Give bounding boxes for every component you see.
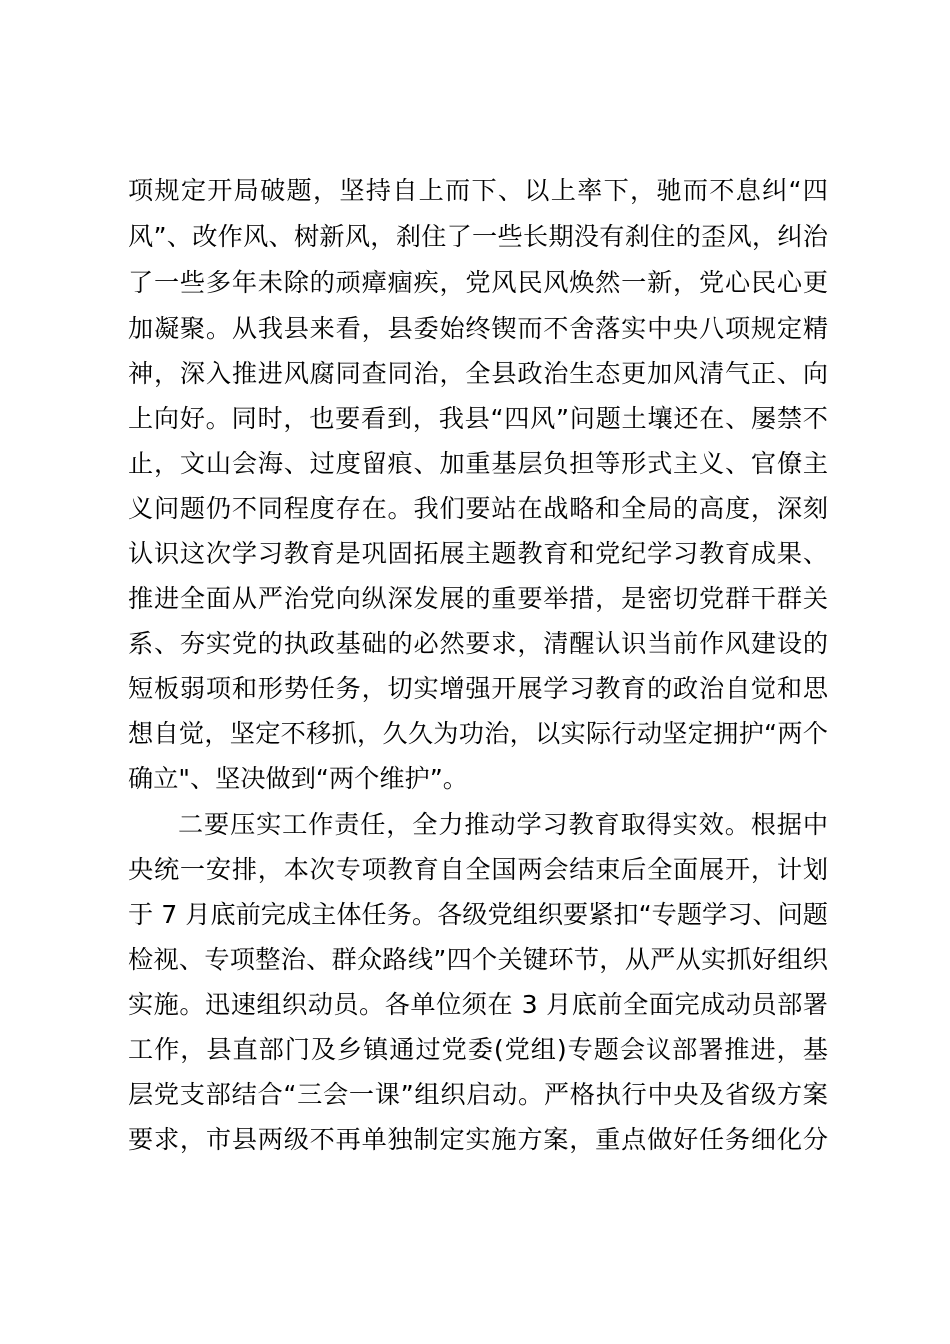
paragraph-2-line-1: 二要压实工作责任，全力推动学习教育取得实效。根据中: [178, 810, 828, 839]
paragraph-1-line-8: 义问题仍不同程度存在。我们要站在战略和全局的高度，深刻: [128, 494, 828, 523]
paragraph-1-line-6: 上向好。同时，也要看到，我县“四风”问题土壤还在、屡禁不: [128, 404, 828, 433]
paragraph-1-line-11: 系、夯实党的执政基础的必然要求，清醒认识当前作风建设的: [128, 629, 828, 658]
paragraph-1-line-3: 了一些多年未除的顽瘴痼疾，党风民风焕然一新，党心民心更: [128, 268, 828, 297]
paragraph-2-line-7: 层党支部结合“三会一课”组织启动。严格执行中央及省级方案: [128, 1080, 828, 1109]
paragraph-1-line-4: 加凝聚。从我县来看，县委始终锲而不舍落实中央八项规定精: [128, 314, 828, 343]
paragraph-1-line-1: 项规定开局破题，坚持自上而下、以上率下，驰而不息纠“四: [128, 176, 828, 205]
paragraph-1-line-13: 想自觉，坚定不移抓，久久为功治，以实际行动坚定拥护“两个: [128, 719, 828, 748]
paragraph-1-line-2: 风”、改作风、树新风，刹住了一些长期没有刹住的歪风，纠治: [128, 222, 828, 251]
paragraph-1-line-12: 短板弱项和形势任务，切实增强开展学习教育的政治自觉和思: [128, 674, 828, 703]
paragraph-1-line-7: 止，文山会海、过度留痕、加重基层负担等形式主义、官僚主: [128, 449, 828, 478]
paragraph-2-line-2: 央统一安排，本次专项教育自全国两会结束后全面展开，计划: [128, 855, 828, 884]
paragraph-2-line-4: 检视、专项整治、群众路线”四个关键环节，从严从实抓好组织: [128, 945, 828, 974]
paragraph-1-line-5: 神，深入推进风腐同查同治，全县政治生态更加风清气正、向: [128, 359, 828, 388]
paragraph-2-line-8: 要求，市县两级不再单独制定实施方案，重点做好任务细化分: [128, 1125, 828, 1154]
paragraph-1-line-14: 确立"、坚决做到“两个维护”。: [128, 764, 468, 793]
paragraph-2-line-6: 工作，县直部门及乡镇通过党委(党组)专题会议部署推进，基: [128, 1035, 828, 1064]
paragraph-2-line-3: 于 7 月底前完成主体任务。各级党组织要紧扣“专题学习、问题: [128, 900, 828, 929]
paragraph-2-line-5: 实施。迅速组织动员。各单位须在 3 月底前全面完成动员部署: [128, 990, 828, 1019]
paragraph-1-line-9: 认识这次学习教育是巩固拓展主题教育和党纪学习教育成果、: [128, 539, 828, 568]
paragraph-1-line-10: 推进全面从严治党向纵深发展的重要举措，是密切党群干群关: [128, 584, 828, 613]
